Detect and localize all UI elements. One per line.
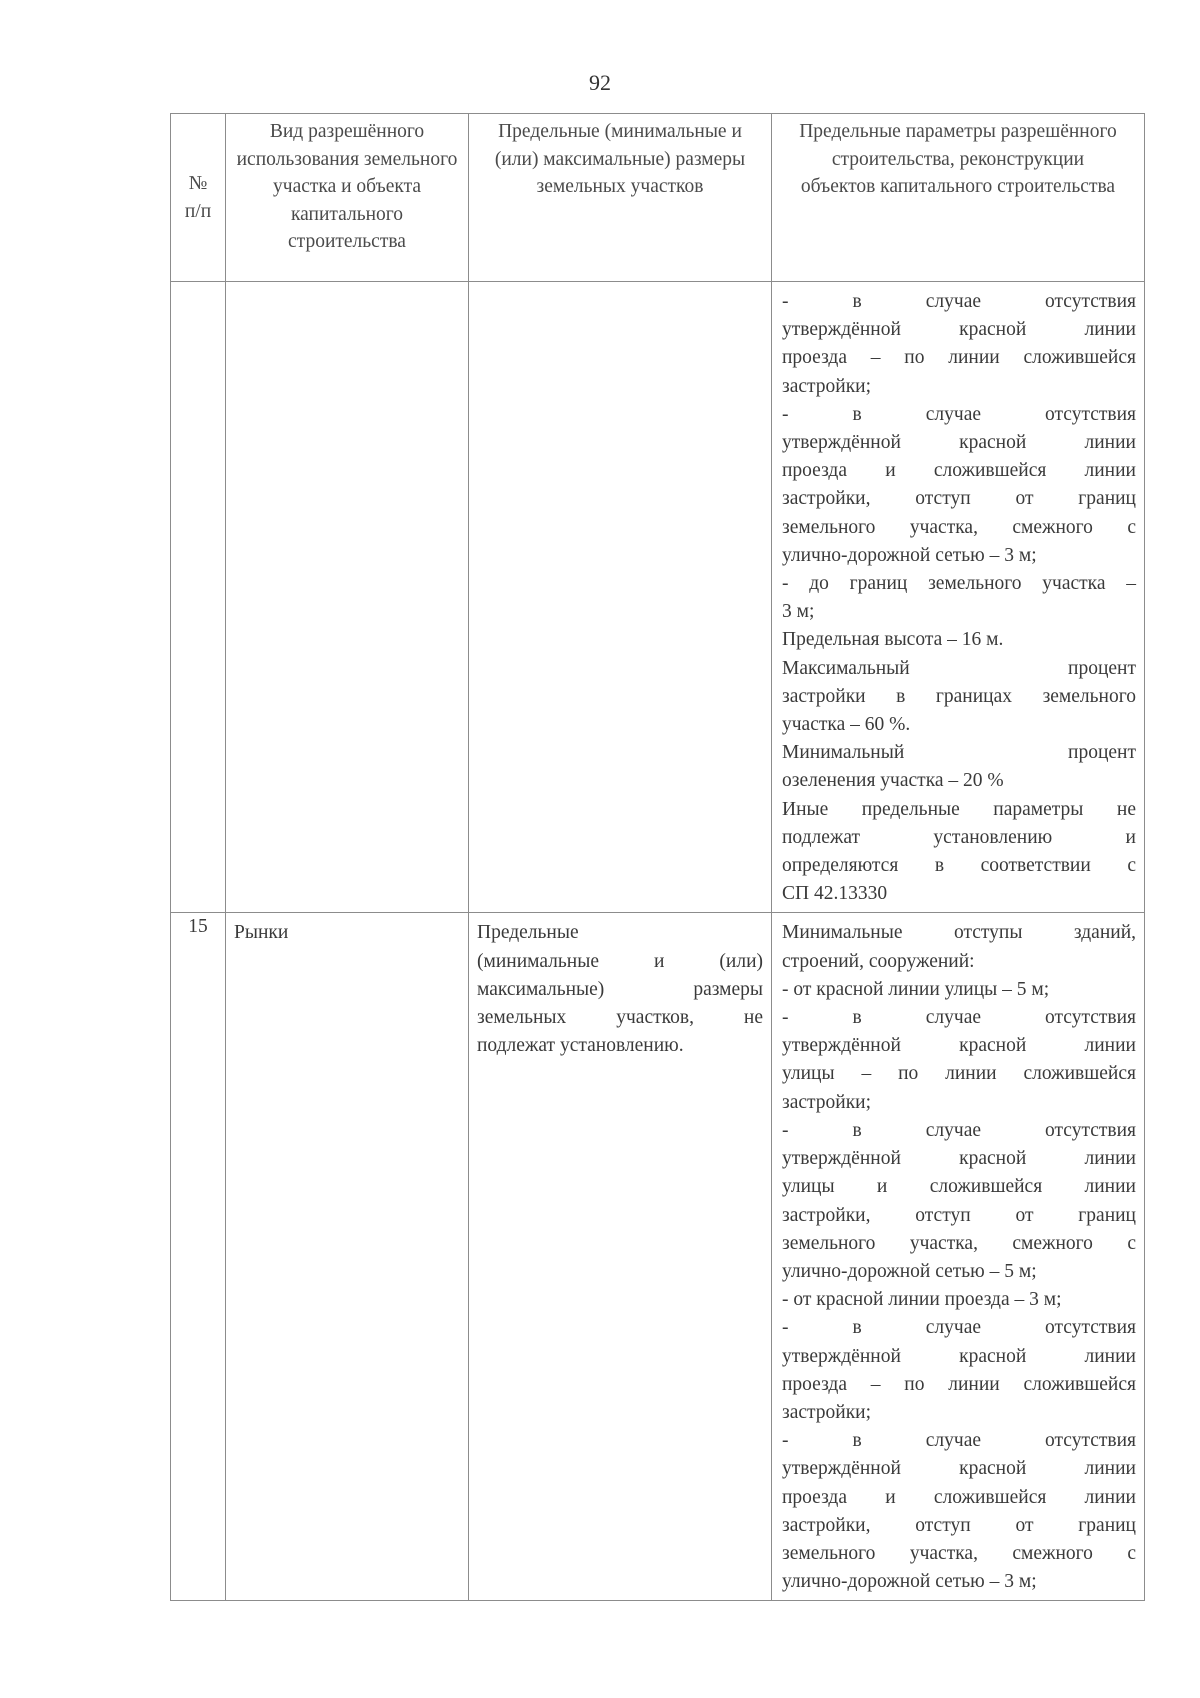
text-line: застройки; xyxy=(782,1091,872,1113)
text-line: - в случае отсутствия xyxy=(782,1007,1136,1029)
text-line: - в случае отсутствия xyxy=(782,1317,1136,1339)
text-line: утверждённой красной линии xyxy=(782,1458,1136,1480)
text-line: - в случае отсутствия xyxy=(782,403,1136,425)
text-line: - от красной линии улицы – 5 м; xyxy=(782,978,1050,1000)
text-line: застройки, отступ от границ xyxy=(782,1514,1136,1536)
header-construction-params: Предельные параметры разрешённого строительства, реконструкции объектов капитального строительства xyxy=(772,114,1145,282)
text-line: проезда – по линии сложившейся xyxy=(782,347,1136,369)
table-header-row xyxy=(171,114,1145,282)
sizes-text xyxy=(469,913,771,1064)
text-line: проезда – по линии сложившейся xyxy=(782,1373,1136,1395)
cell-number: 15 xyxy=(171,913,226,1601)
text-line: утверждённой красной линии xyxy=(782,1035,1136,1057)
text-line: улицы и сложившейся линии xyxy=(782,1176,1136,1198)
cell-plot-sizes xyxy=(469,913,772,1601)
text-line: максимальные) размеры xyxy=(477,978,763,1000)
text-line: земельного участка, смежного с xyxy=(782,1542,1136,1564)
text-line: улицы – по линии сложившейся xyxy=(782,1063,1136,1085)
cell-construction-params xyxy=(772,913,1145,1601)
text-line: утверждённой красной линии xyxy=(782,1148,1136,1170)
text-line: подлежат установлению и xyxy=(782,826,1136,848)
text-line: Минимальный процент xyxy=(782,742,1136,764)
text-line: определяются в соответствии с xyxy=(782,855,1136,877)
text-line: 3 м; xyxy=(782,601,815,623)
cell-use-type xyxy=(226,282,469,913)
text-line: (минимальные и (или) xyxy=(477,950,763,972)
header-number: № п/п xyxy=(171,114,226,282)
text-line: Иные предельные параметры не xyxy=(782,798,1136,820)
text-line: утверждённой красной линии xyxy=(782,1345,1136,1367)
text-line: улично-дорожной сетью – 5 м; xyxy=(782,1260,1037,1282)
text-line: застройки; xyxy=(782,375,872,397)
cell-construction-params xyxy=(772,282,1145,913)
cell-plot-sizes xyxy=(469,282,772,913)
text-line: озеленения участка – 20 % xyxy=(782,770,1004,792)
text-line: проезда и сложившейся линии xyxy=(782,1486,1136,1508)
text-line: застройки, отступ от границ xyxy=(782,488,1136,510)
text-line: застройки в границах земельного xyxy=(782,685,1136,707)
text-line: - в случае отсутствия xyxy=(782,1119,1136,1141)
params-text xyxy=(772,913,1144,1600)
text-line: строений, сооружений: xyxy=(782,950,975,972)
text-line: - в случае отсутствия xyxy=(782,1430,1136,1452)
text-line: утверждённой красной линии xyxy=(782,319,1136,341)
text-line: земельных участков, не xyxy=(477,1007,763,1029)
cell-use-type: Рынки xyxy=(226,913,469,1601)
text-line: улично-дорожной сетью – 3 м; xyxy=(782,544,1037,566)
text-line: улично-дорожной сетью – 3 м; xyxy=(782,1571,1037,1593)
params-text xyxy=(772,282,1144,912)
text-line: застройки; xyxy=(782,1401,872,1423)
text-line: Предельные xyxy=(477,922,579,944)
text-line: утверждённой красной линии xyxy=(782,432,1136,454)
text-line: - в случае отсутствия xyxy=(782,291,1136,312)
text-line: Предельная высота – 16 м. xyxy=(782,629,1004,651)
table-row xyxy=(171,913,1145,1601)
text-line: СП 42.13330 xyxy=(782,883,888,905)
header-use-type: Вид разрешённого использования земельного участка и объекта капитального строительства xyxy=(226,114,469,282)
regulations-table xyxy=(170,113,1145,1601)
cell-number xyxy=(171,282,226,913)
text-line: Максимальный процент xyxy=(782,657,1136,679)
text-line: проезда и сложившейся линии xyxy=(782,460,1136,482)
text-line: земельного участка, смежного с xyxy=(782,1232,1136,1254)
text-line: Минимальные отступы зданий, xyxy=(782,922,1136,944)
text-line: участка – 60 %. xyxy=(782,714,911,736)
table-row-continued xyxy=(171,282,1145,913)
text-line: застройки, отступ от границ xyxy=(782,1204,1136,1226)
text-line: земельного участка, смежного с xyxy=(782,516,1136,538)
text-line: - до границ земельного участка – xyxy=(782,573,1136,595)
text-line: - от красной линии проезда – 3 м; xyxy=(782,1289,1062,1311)
header-plot-sizes: Предельные (минимальные и (или) максимальные) размеры земельных участков xyxy=(469,114,772,282)
page-number: 92 xyxy=(589,70,611,95)
text-line: подлежат установлению. xyxy=(477,1035,684,1057)
